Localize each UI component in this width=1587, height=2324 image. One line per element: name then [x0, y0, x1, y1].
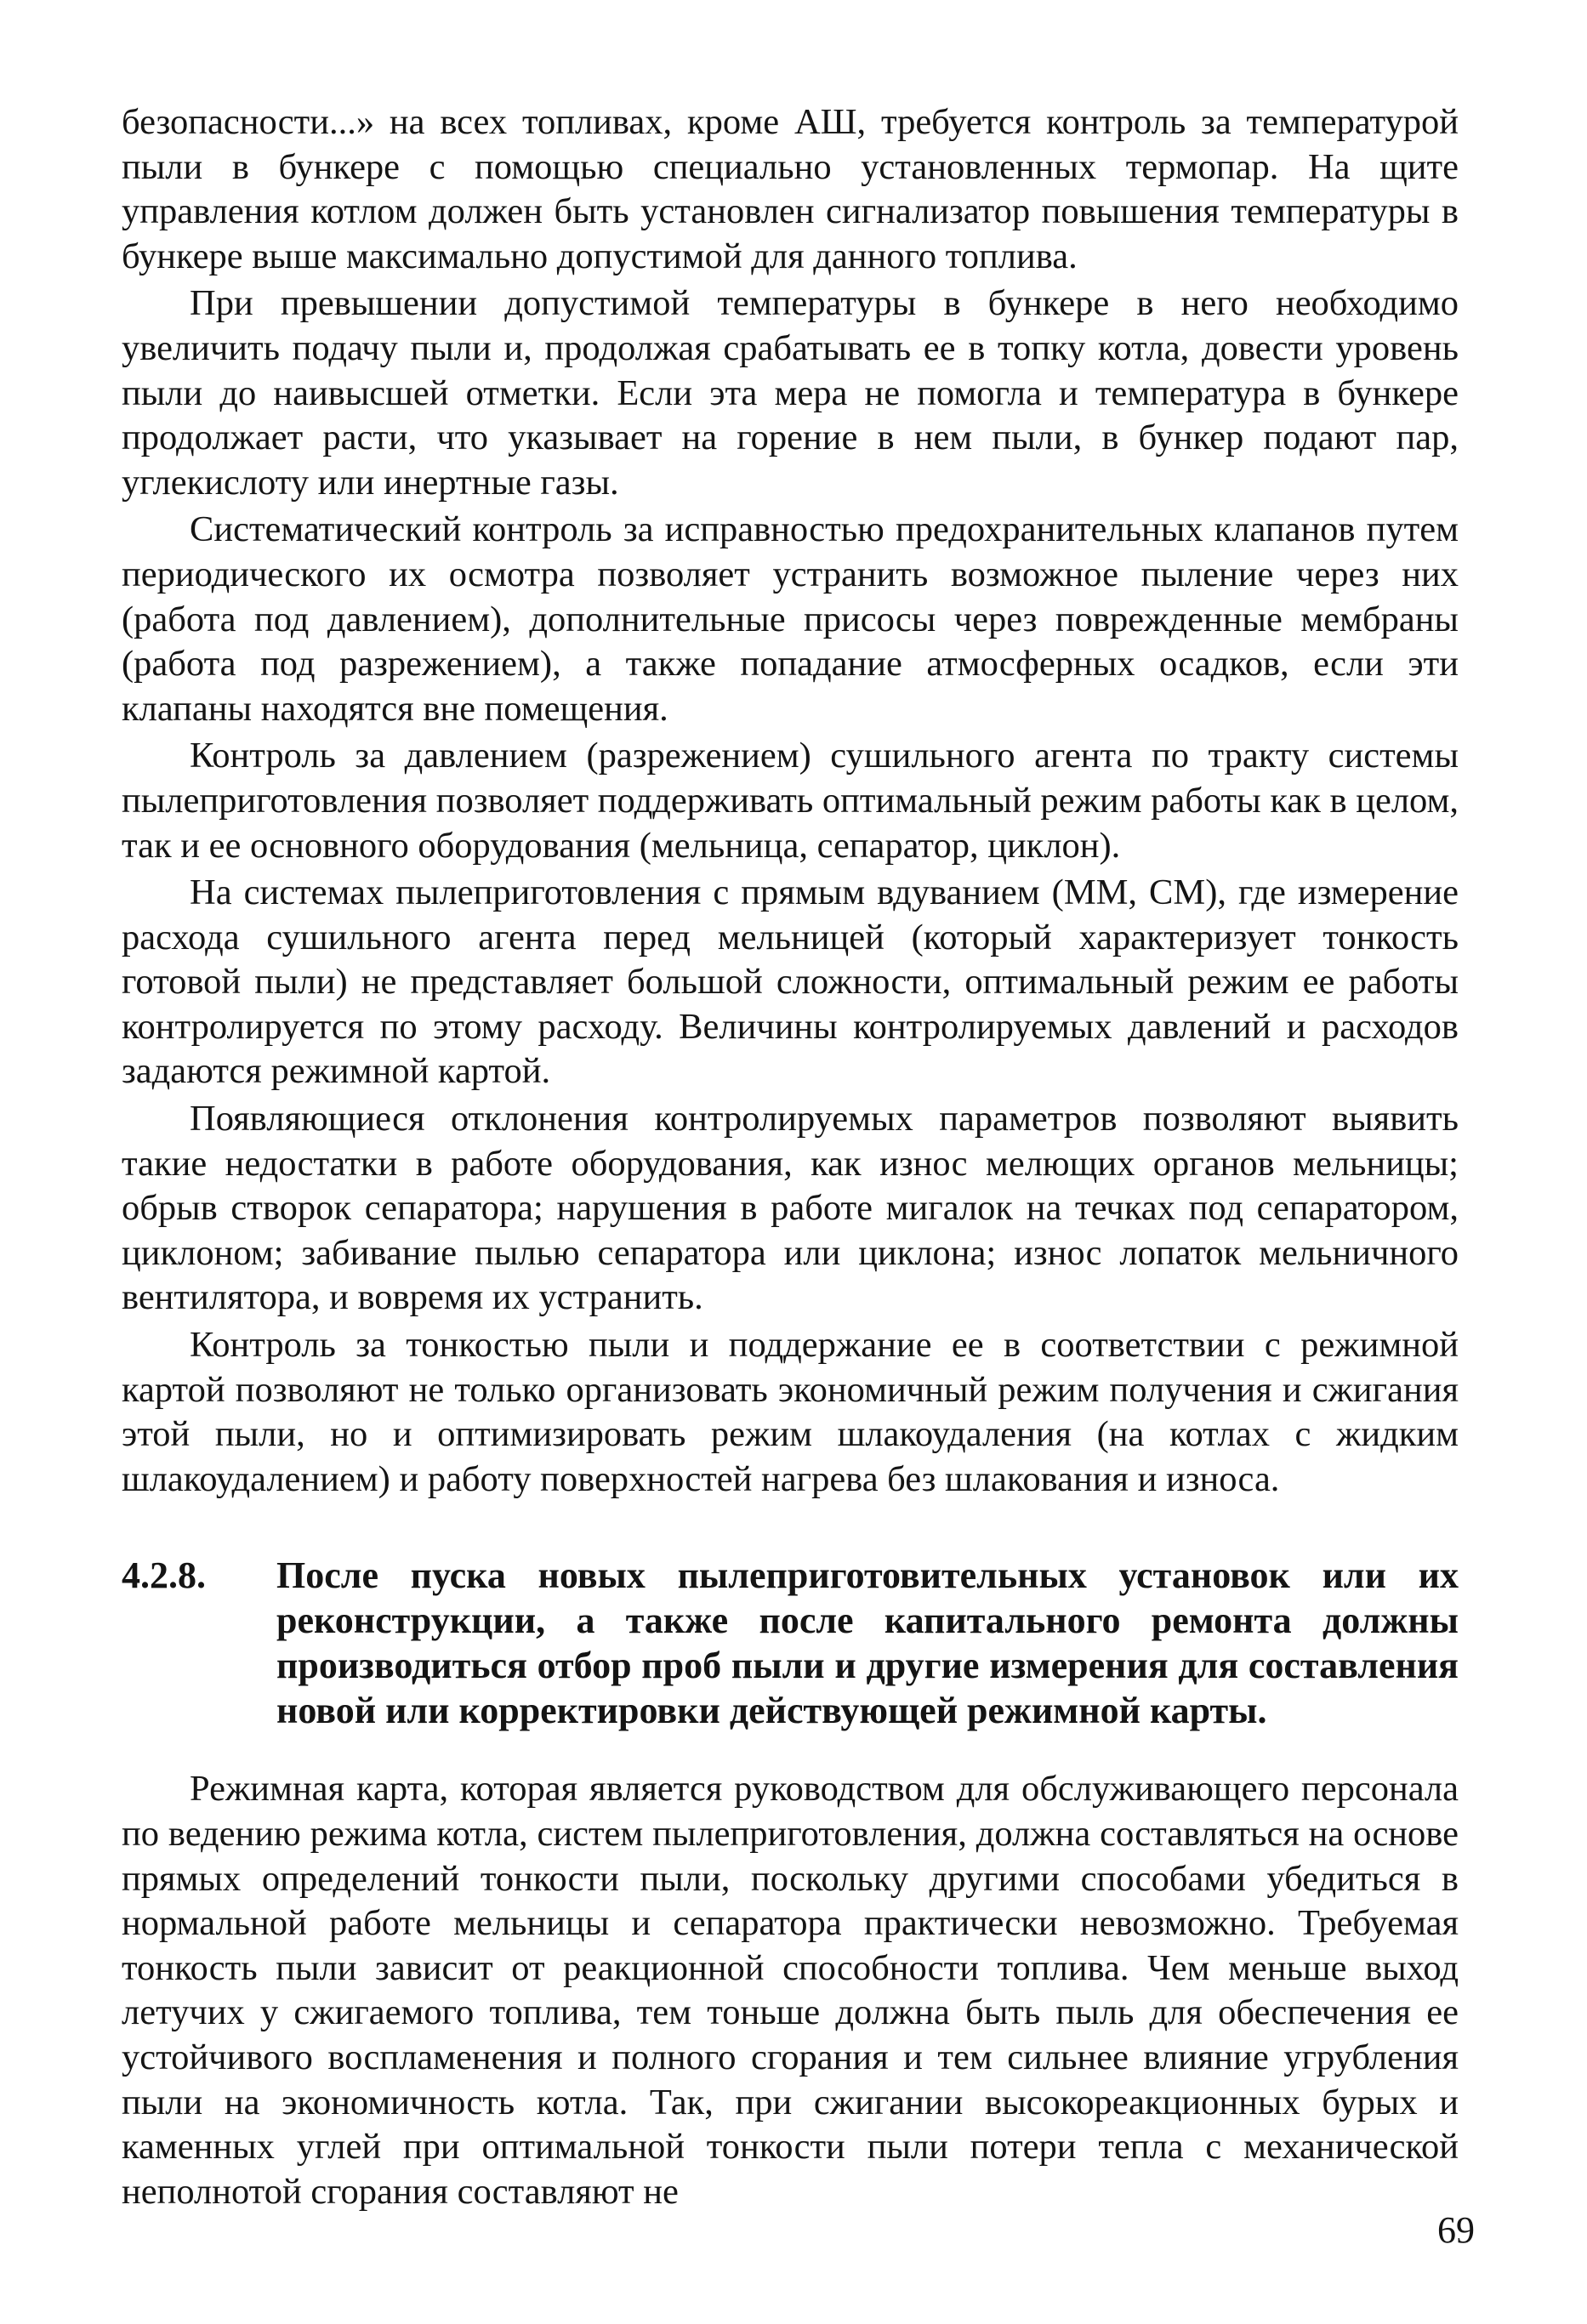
paragraph-2: При превышении допустимой температуры в бункере в него необходимо увеличить подачу пыли и, продолжая срабатывать ее в топку котла, довести уровень пыли до наивысшей отметки. Если эта мера не помогла и температура в бункере продолжает расти, что указывает на горение в нем пыли, в бункер подают пар, углекислоту или инертные газы.: [122, 283, 1459, 503]
section-title: После пуска новых пылеприготовительных установок или их реконструкции, а также после капитального ремонта должны производиться отбор проб пыли и другие измерения для составления новой или корректировки действующей режимной карты.: [276, 1554, 1459, 1732]
paragraph-6: Появляющиеся отклонения контролируемых параметров позволяют выявить такие недостатки в работе оборудования, как износ мелющих органов мельницы; обрыв створок сепаратора; нарушения в работе мигалок на течках под сепаратором, циклоном; забивание пылью сепаратора или циклона; износ лопаток мельничного вентилятора, и вовремя их устранить.: [122, 1099, 1459, 1318]
paragraph-8: Режимная карта, которая является руководством для обслуживающего персонала по ведению режима котла, систем пылеприготовления, должна составляться на основе прямых определений тонкости пыли, поскольку другими способами убедиться в нормальной работе мельницы и сепаратора практически невозможно. Требуемая тонкость пыли зависит от реакционной способности топлива. Чем меньше выход летучих у сжигаемого топлива, тем тоньше должна быть пыль для обеспечения ее устойчивого воспламенения и полного сгорания и тем сильнее влияние угрубления пыли на экономичность котла. Так, при сжигании высокореакционных бурых и каменных углей при оптимальной тонкости пыли потери тепла с механической неполнотой сгорания составляют не: [122, 1769, 1459, 2212]
paragraph-7: Контроль за тонкостью пыли и поддержание ее в соответствии с режимной картой позволяют не только организовать экономичный режим получения и сжигания этой пыли, но и оптимизировать режим шлакоудаления (на котлах с жидким шлакоудалением) и работу поверхностей нагрева без шлакования и износа.: [122, 1325, 1459, 1499]
section-heading: [122, 1553, 1459, 1733]
page-number: 69: [1437, 2209, 1475, 2251]
document-page: [122, 100, 1459, 2214]
paragraph-4: Контроль за давлением (разрежением) сушильного агента по тракту системы пылеприготовления позволяет поддерживать оптимальный режим работы как в целом, так и ее основного оборудования (мельница, сепаратор, циклон).: [122, 736, 1459, 866]
paragraph-3: Систематический контроль за исправностью предохранительных клапанов путем периодического их осмотра позволяет устранить возможное пыление через них (работа под давлением), дополнительные присосы через поврежденные мембраны (работа под разрежением), а также попадание атмосферных осадков, если эти клапаны находятся вне помещения.: [122, 509, 1459, 729]
section-number: 4.2.8.: [122, 1554, 206, 1597]
paragraph-5: На системах пылеприготовления с прямым вдуванием (ММ, СМ), где измерение расхода сушильного агента перед мельницей (который характеризует тонкость готовой пыли) не представляет большой сложности, оптимальный режим ее работы контролируется по этому расходу. Величины контролируемых давлений и расходов задаются режимной картой.: [122, 872, 1459, 1092]
paragraph-1: безопасности...» на всех топливах, кроме АШ, требуется контроль за температурой пыли в бункере с помощью специально установленных термопар. На щите управления котлом должен быть установлен сигнализатор повышения температуры в бункере выше максимально допустимой для данного топлива.: [122, 102, 1459, 276]
